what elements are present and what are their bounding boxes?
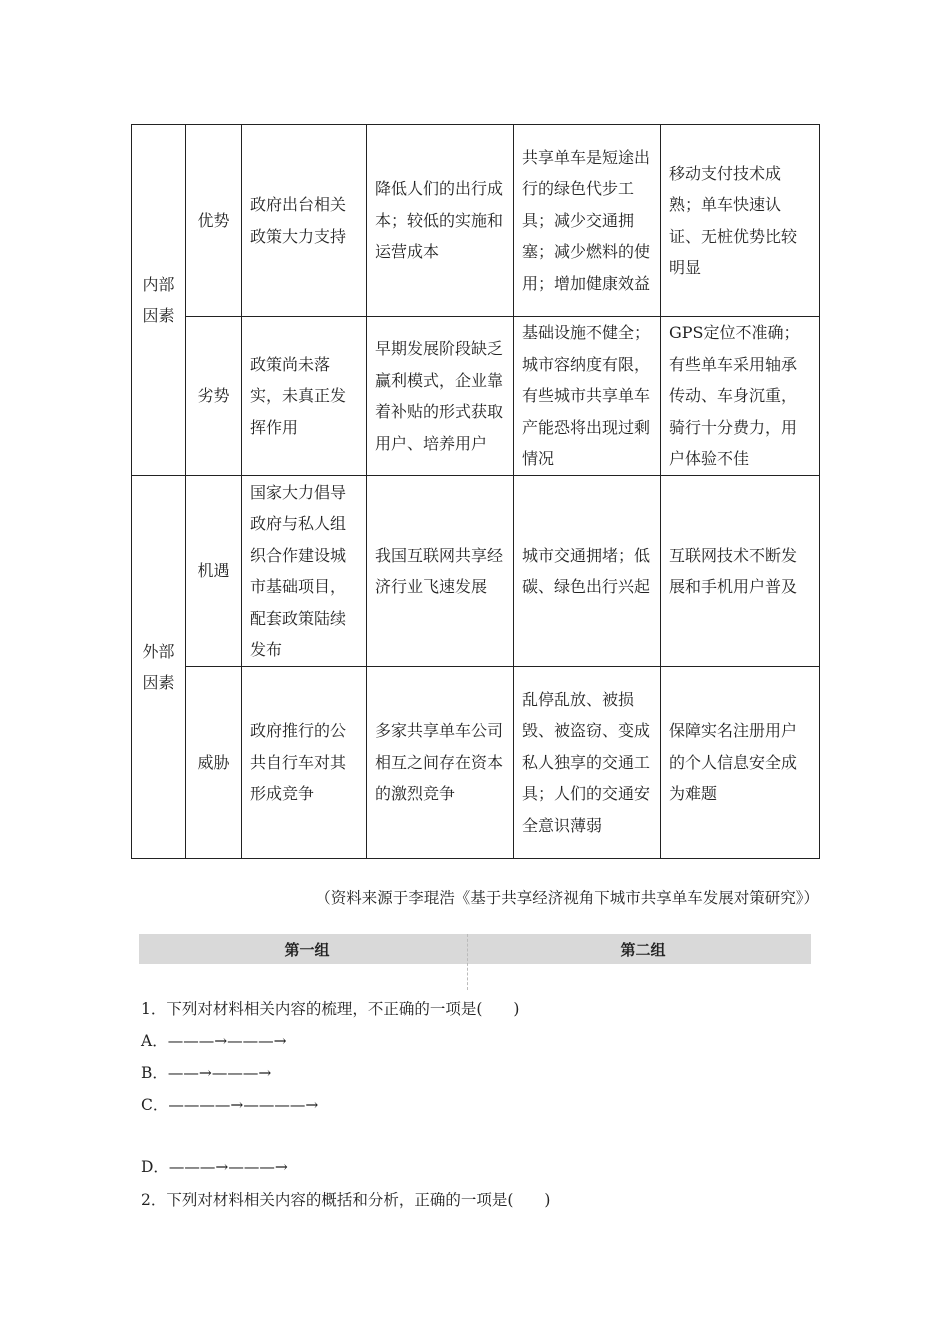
table-row-opportunity [132, 476, 820, 667]
group-internal: 内部因素 [132, 125, 186, 476]
table-cell: 国家大力倡导政府与私人组织合作建设城市基础项目，配套政策陆续发布 [242, 476, 367, 667]
table-cell: GPS定位不准确；有些单车采用轴承传动、车身沉重，骑行十分费力，用户体验不佳 [661, 317, 820, 476]
table-cell: 基础设施不健全；城市容纳度有限，有些城市共享单车产能恐将出现过剩情况 [514, 317, 661, 476]
question-2: 2．下列对材料相关内容的概括和分析，正确的一项是( ) [141, 1191, 551, 1209]
tab-group-2[interactable]: 第二组 [620, 940, 666, 959]
table-cell: 城市交通拥堵；低碳、绿色出行兴起 [514, 476, 661, 667]
table-cell: 政府出台相关政策大力支持 [242, 125, 367, 317]
question-1: 1．下列对材料相关内容的梳理，不正确的一项是( ) [141, 1000, 520, 1018]
option-a: A．———→———→ [141, 1032, 287, 1050]
table-cell: 多家共享单车公司相互之间存在资本的激烈竞争 [367, 667, 514, 859]
row-label-threat: 威胁 [186, 667, 242, 859]
source-citation: （资料来源于李琨浩《基于共享经济视角下城市共享单车发展对策研究》） [315, 889, 819, 907]
table-cell: 政策尚未落实，未真正发挥作用 [242, 317, 367, 476]
row-label-strength: 优势 [186, 125, 242, 317]
option-d: D．———→———→ [141, 1158, 288, 1176]
row-label-opportunity: 机遇 [186, 476, 242, 667]
group-external: 外部因素 [132, 476, 186, 859]
table-cell: 移动支付技术成熟；单车快速认证、无桩优势比较明显 [661, 125, 820, 317]
table-cell: 早期发展阶段缺乏赢利模式，企业靠着补贴的形式获取用户、培养用户 [367, 317, 514, 476]
table-cell: 我国互联网共享经济行业飞速发展 [367, 476, 514, 667]
table-cell: 降低人们的出行成本；较低的实施和运营成本 [367, 125, 514, 317]
tab-divider [467, 934, 468, 990]
table-row-strength [132, 125, 820, 317]
row-label-weakness: 劣势 [186, 317, 242, 476]
table-row-weakness [132, 317, 820, 476]
table-cell: 保障实名注册用户的个人信息安全成为难题 [661, 667, 820, 859]
option-c: C．————→————→ [141, 1096, 319, 1114]
table-row-threat [132, 667, 820, 859]
option-b: B．——→———→ [141, 1064, 272, 1082]
table-cell: 乱停乱放、被损毁、被盗窃、变成私人独享的交通工具；人们的交通安全意识薄弱 [514, 667, 661, 859]
table-cell: 互联网技术不断发展和手机用户普及 [661, 476, 820, 667]
table-cell: 共享单车是短途出行的绿色代步工具；减少交通拥塞；减少燃料的使用；增加健康效益 [514, 125, 661, 317]
swot-table [131, 124, 820, 859]
table-cell: 政府推行的公共自行车对其形成竞争 [242, 667, 367, 859]
group-tabs [139, 934, 811, 964]
tab-group-1[interactable]: 第一组 [284, 940, 330, 959]
